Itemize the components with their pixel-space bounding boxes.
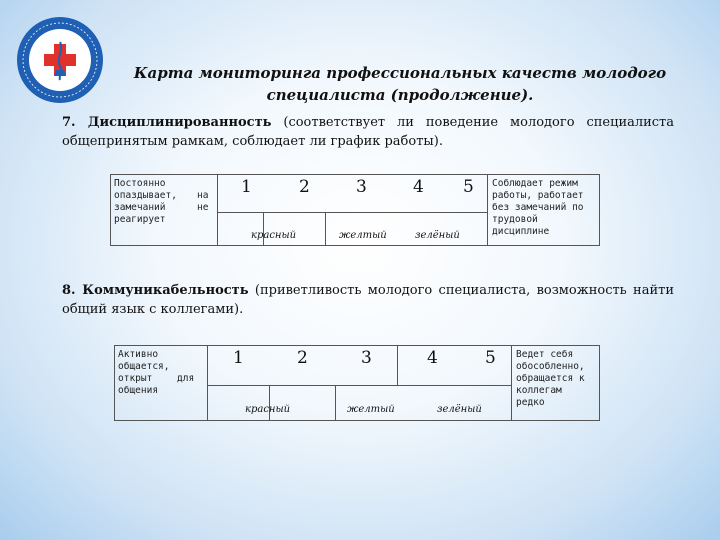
score-5: 5 (463, 177, 474, 197)
score-4: 4 (427, 348, 438, 368)
score-2: 2 (297, 348, 308, 368)
left-label-line: общения (118, 385, 159, 396)
score-1: 1 (233, 348, 244, 368)
score-1: 1 (241, 177, 252, 197)
right-label-line: трудовой (492, 214, 538, 225)
score-4: 4 (413, 177, 424, 197)
color-red-label: красный (245, 404, 291, 415)
left-label-line: Постоянно (114, 178, 166, 189)
section-7-heading: 7. Дисциплинированность (62, 115, 272, 130)
left-label-line: замечаний (114, 202, 166, 213)
right-label-line: без замечаний по (492, 202, 584, 213)
right-label-line: обращается к (516, 373, 585, 384)
section-7-rating-card (110, 174, 600, 246)
left-label-line: общается, (118, 361, 170, 372)
section-8-text (62, 281, 674, 319)
title-line-1: Карта мониторинга профессиональных качеств молодого (133, 64, 667, 82)
score-5: 5 (485, 348, 496, 368)
left-label-side: на (197, 190, 209, 201)
left-label-line: опаздывает, (114, 190, 177, 201)
organization-logo (14, 14, 106, 106)
color-yellow-label: желтый (339, 230, 387, 241)
score-2: 2 (299, 177, 310, 197)
score-3: 3 (361, 348, 372, 368)
color-green-label: зелёный (415, 230, 460, 241)
left-label-line: открыт (118, 373, 153, 384)
right-label-line: Ведет себя (516, 349, 574, 360)
left-label-side: не (197, 202, 209, 213)
title-line-2: специалиста (продолжение). (266, 86, 534, 104)
section-8-rating-card (114, 345, 600, 421)
page-title (120, 62, 680, 106)
bowl-icon (54, 70, 66, 76)
left-label-side: для (177, 373, 195, 384)
right-label-line: работы, работает (492, 190, 584, 201)
section-8-heading: 8. Коммуникабельность (62, 283, 249, 298)
section-7-text (62, 113, 674, 151)
score-3: 3 (356, 177, 367, 197)
left-label-line: Активно (118, 349, 159, 360)
color-yellow-label: желтый (347, 404, 395, 415)
right-label-line: дисциплине (492, 226, 550, 237)
color-red-label: красный (251, 230, 297, 241)
left-label-line: реагирует (114, 214, 166, 225)
right-label-line: редко (516, 397, 545, 408)
section-8-description: (приветливость молодого специалиста, возможность найти общий язык с коллегами). (62, 283, 674, 317)
right-label-line: Соблюдает режим (492, 178, 578, 189)
right-label-line: обособленно, (516, 361, 585, 372)
color-green-label: зелёный (437, 404, 482, 415)
section-7-description: (соответствует ли поведение молодого специалиста общепринятым рамкам, соблюдает ли график работы). (62, 115, 674, 149)
right-label-line: коллегам (516, 385, 562, 396)
